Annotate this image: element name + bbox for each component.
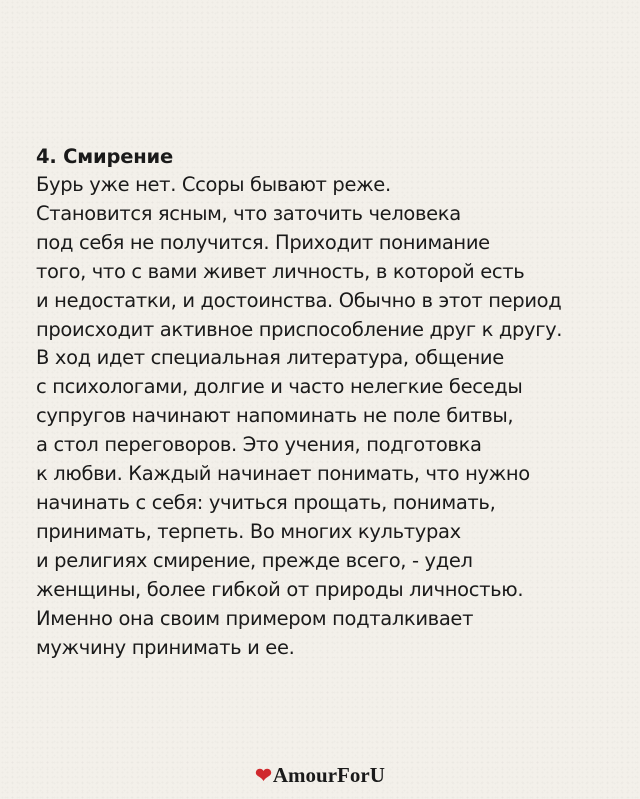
text-line: принимать, терпеть. Во многих культурах [36,519,461,543]
text-line: и религиях смирение, прежде всего, - удел [36,548,473,572]
article [36,143,626,662]
text-line: того, что с вами живет личность, в которой есть [36,259,525,283]
text-line: к любви. Каждый начинает понимать, что нужно [36,462,530,486]
text-line: под себя не получится. Приходит понимание [36,230,490,254]
text-line: Бурь уже нет. Ссоры бывают реже. [36,173,391,196]
text-line: В ход идет специальная литература, общение [36,346,504,370]
text-line: а стол переговоров. Это учения, подготовка [36,433,482,457]
text-line: супругов начинают напоминать не поле битвы, [36,404,514,428]
text-line: Становится ясным, что заточить человека [36,201,461,225]
article-heading: 4. Смирение [36,145,174,168]
text-line: начинать с себя: учиться прощать, понимать, [36,490,496,514]
text-line: Именно она своим примером подталкивает [36,606,474,630]
text-line: происходит активное приспособление друг к другу. [36,317,563,341]
text-line: с психологами, долгие и часто нелегкие беседы [36,375,523,399]
brand-logo [0,762,640,789]
article-body [36,171,626,662]
heart-icon: ❤ [255,765,272,787]
text-line: и недостатки, и достоинства. Обычно в этот период [36,288,562,312]
text-line: мужчину принимать и ее. [36,635,295,659]
text-line: женщины, более гибкой от природы личностью. [36,577,524,601]
brand-name: AmourForU [272,763,385,787]
